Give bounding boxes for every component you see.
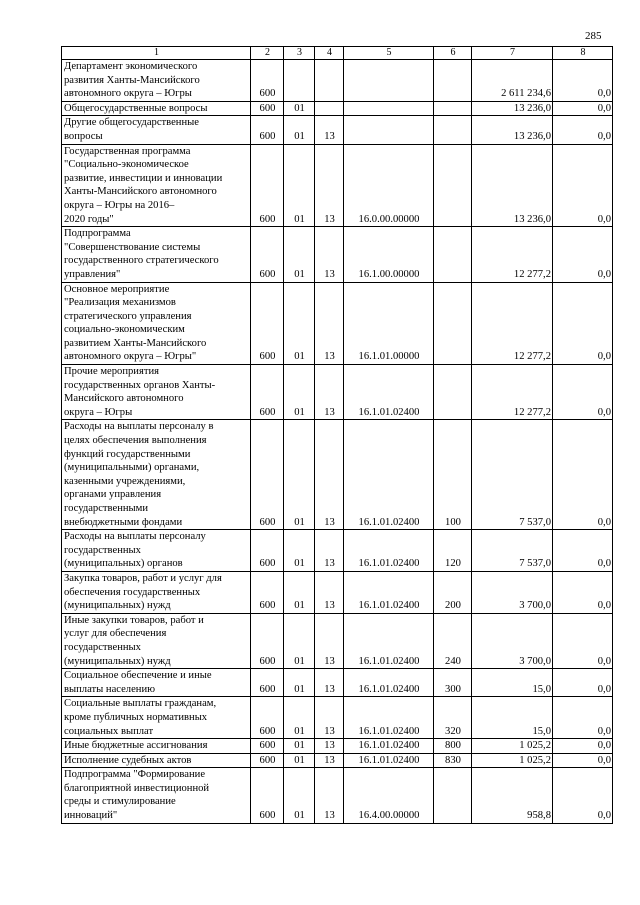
row-name: Департамент экономического развития Ханты-Мансийского автономного округа – Югры: [62, 60, 251, 102]
row-subsection: 13: [315, 530, 344, 572]
row-section: 01: [284, 365, 315, 420]
table-row: [62, 60, 613, 102]
row-section: 01: [284, 669, 315, 697]
row-amount: 3 700,0: [472, 613, 553, 668]
row-expense-type: 240: [434, 613, 472, 668]
row-name: Иные закупки товаров, работ и услуг для обеспечения государственных (муниципальных) нужд: [62, 613, 251, 668]
row-expense-type: [434, 101, 472, 116]
row-expense-type: [434, 768, 472, 823]
row-amount: 7 537,0: [472, 530, 553, 572]
row-subsection: 13: [315, 669, 344, 697]
row-expense-type: [434, 144, 472, 227]
row-target-article: 16.1.01.02400: [344, 530, 434, 572]
row-amount-2: 0,0: [553, 420, 613, 530]
header-cell: 3: [284, 47, 315, 60]
row-subsection: 13: [315, 144, 344, 227]
header-cell: 6: [434, 47, 472, 60]
row-amount: 7 537,0: [472, 420, 553, 530]
row-amount: 12 277,2: [472, 227, 553, 282]
row-amount-2: 0,0: [553, 613, 613, 668]
row-target-article: [344, 116, 434, 144]
row-expense-type: 320: [434, 697, 472, 739]
row-expense-type: [434, 116, 472, 144]
row-name: Прочие мероприятия государственных органов Ханты- Мансийского автономного округа – Югры: [62, 365, 251, 420]
row-admin-code: 600: [251, 530, 284, 572]
row-amount: 12 277,2: [472, 365, 553, 420]
row-section: 01: [284, 753, 315, 768]
row-expense-type: 300: [434, 669, 472, 697]
row-target-article: 16.4.00.00000: [344, 768, 434, 823]
row-section: 01: [284, 144, 315, 227]
row-section: 01: [284, 739, 315, 754]
row-name: Расходы на выплаты персоналу государственных (муниципальных) органов: [62, 530, 251, 572]
row-amount-2: 0,0: [553, 753, 613, 768]
row-amount-2: 0,0: [553, 530, 613, 572]
row-target-article: [344, 101, 434, 116]
row-amount-2: 0,0: [553, 571, 613, 613]
row-admin-code: 600: [251, 282, 284, 365]
table-row: [62, 739, 613, 754]
row-target-article: 16.0.00.00000: [344, 144, 434, 227]
row-admin-code: 600: [251, 753, 284, 768]
row-amount-2: 0,0: [553, 739, 613, 754]
header-cell: 4: [315, 47, 344, 60]
row-section: 01: [284, 420, 315, 530]
row-subsection: 13: [315, 571, 344, 613]
row-amount: 13 236,0: [472, 101, 553, 116]
table-row: [62, 571, 613, 613]
row-amount: 1 025,2: [472, 739, 553, 754]
row-amount-2: 0,0: [553, 697, 613, 739]
row-expense-type: [434, 365, 472, 420]
row-section: 01: [284, 768, 315, 823]
table-row: [62, 697, 613, 739]
row-admin-code: 600: [251, 144, 284, 227]
row-name: Общегосударственные вопросы: [62, 101, 251, 116]
table-row: [62, 365, 613, 420]
row-admin-code: 600: [251, 227, 284, 282]
row-expense-type: [434, 227, 472, 282]
row-amount: 13 236,0: [472, 116, 553, 144]
row-admin-code: 600: [251, 697, 284, 739]
row-section: 01: [284, 227, 315, 282]
row-amount: 2 611 234,6: [472, 60, 553, 102]
row-subsection: 13: [315, 420, 344, 530]
row-amount-2: 0,0: [553, 669, 613, 697]
table-row: [62, 116, 613, 144]
table-row: [62, 227, 613, 282]
row-expense-type: 100: [434, 420, 472, 530]
row-admin-code: 600: [251, 365, 284, 420]
row-subsection: 13: [315, 697, 344, 739]
row-name: Иные бюджетные ассигнования: [62, 739, 251, 754]
header-cell: 5: [344, 47, 434, 60]
row-name: Социальное обеспечение и иные выплаты населению: [62, 669, 251, 697]
row-target-article: 16.1.01.02400: [344, 613, 434, 668]
row-name: Социальные выплаты гражданам, кроме публичных нормативных социальных выплат: [62, 697, 251, 739]
row-amount-2: 0,0: [553, 116, 613, 144]
row-name: Исполнение судебных актов: [62, 753, 251, 768]
row-section: 01: [284, 530, 315, 572]
row-amount: 15,0: [472, 697, 553, 739]
row-subsection: 13: [315, 768, 344, 823]
header-cell: 2: [251, 47, 284, 60]
row-amount-2: 0,0: [553, 60, 613, 102]
row-target-article: 16.1.01.02400: [344, 669, 434, 697]
row-admin-code: 600: [251, 613, 284, 668]
row-expense-type: 200: [434, 571, 472, 613]
row-target-article: 16.1.01.02400: [344, 697, 434, 739]
table-row: [62, 101, 613, 116]
row-subsection: 13: [315, 116, 344, 144]
row-section: 01: [284, 116, 315, 144]
header-cell: 1: [62, 47, 251, 60]
row-admin-code: 600: [251, 116, 284, 144]
table-row: [62, 144, 613, 227]
row-amount: 13 236,0: [472, 144, 553, 227]
row-amount: 15,0: [472, 669, 553, 697]
row-subsection: [315, 101, 344, 116]
table-row: [62, 530, 613, 572]
row-expense-type: [434, 282, 472, 365]
row-section: 01: [284, 571, 315, 613]
row-name: Подпрограмма "Формирование благоприятной инвестиционной среды и стимулирование инноваций": [62, 768, 251, 823]
row-subsection: 13: [315, 365, 344, 420]
row-amount-2: 0,0: [553, 282, 613, 365]
row-target-article: 16.1.01.02400: [344, 365, 434, 420]
row-subsection: [315, 60, 344, 102]
row-section: 01: [284, 613, 315, 668]
row-expense-type: 120: [434, 530, 472, 572]
row-name: Расходы на выплаты персоналу в целях обеспечения выполнения функций государственными (муниципальными) органами, казенными учреждениями, органами управления государственными внебюджетными фондами: [62, 420, 251, 530]
row-target-article: 16.1.01.02400: [344, 420, 434, 530]
row-target-article: 16.1.01.02400: [344, 739, 434, 754]
row-admin-code: 600: [251, 60, 284, 102]
header-row: [62, 47, 613, 60]
row-name: Подпрограмма "Совершенствование системы государственного стратегического управления": [62, 227, 251, 282]
budget-table: [61, 46, 613, 824]
row-amount-2: 0,0: [553, 768, 613, 823]
row-section: [284, 60, 315, 102]
row-subsection: 13: [315, 613, 344, 668]
row-target-article: 16.1.01.02400: [344, 571, 434, 613]
row-amount-2: 0,0: [553, 101, 613, 116]
row-section: 01: [284, 697, 315, 739]
row-expense-type: 800: [434, 739, 472, 754]
row-amount: 12 277,2: [472, 282, 553, 365]
row-target-article: 16.1.00.00000: [344, 227, 434, 282]
row-expense-type: [434, 60, 472, 102]
row-subsection: 13: [315, 753, 344, 768]
row-admin-code: 600: [251, 739, 284, 754]
row-admin-code: 600: [251, 101, 284, 116]
row-section: 01: [284, 282, 315, 365]
row-amount: 1 025,2: [472, 753, 553, 768]
page-number: 285: [585, 30, 602, 42]
row-target-article: [344, 60, 434, 102]
row-name: Государственная программа "Социально-экономическое развитие, инвестиции и инновации Ханты-Мансийского автономного округа – Югры на 2016– 2020 годы": [62, 144, 251, 227]
row-amount: 3 700,0: [472, 571, 553, 613]
row-subsection: 13: [315, 282, 344, 365]
row-name: Закупка товаров, работ и услуг для обеспечения государственных (муниципальных) нужд: [62, 571, 251, 613]
header-cell: 7: [472, 47, 553, 60]
row-admin-code: 600: [251, 669, 284, 697]
row-amount-2: 0,0: [553, 365, 613, 420]
row-amount-2: 0,0: [553, 227, 613, 282]
row-name: Другие общегосударственные вопросы: [62, 116, 251, 144]
table-row: [62, 768, 613, 823]
table-row: [62, 669, 613, 697]
row-admin-code: 600: [251, 768, 284, 823]
table-row: [62, 282, 613, 365]
row-subsection: 13: [315, 227, 344, 282]
row-admin-code: 600: [251, 571, 284, 613]
row-amount: 958,8: [472, 768, 553, 823]
row-target-article: 16.1.01.00000: [344, 282, 434, 365]
table-row: [62, 420, 613, 530]
header-cell: 8: [553, 47, 613, 60]
table-row: [62, 753, 613, 768]
row-admin-code: 600: [251, 420, 284, 530]
row-target-article: 16.1.01.02400: [344, 753, 434, 768]
row-subsection: 13: [315, 739, 344, 754]
table-row: [62, 613, 613, 668]
row-amount-2: 0,0: [553, 144, 613, 227]
row-section: 01: [284, 101, 315, 116]
row-expense-type: 830: [434, 753, 472, 768]
row-name: Основное мероприятие "Реализация механизмов стратегического управления социально-экономическим развитием Ханты-Мансийского автономного округа – Югры": [62, 282, 251, 365]
